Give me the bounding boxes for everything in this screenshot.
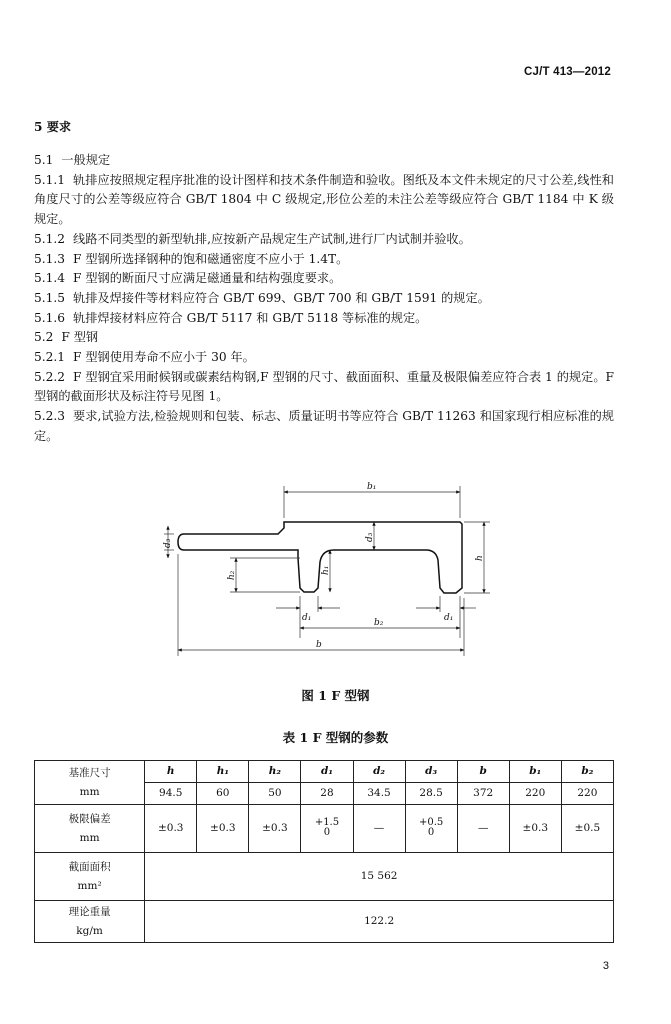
weight-value-cell: 122.2	[145, 901, 614, 943]
clause-text: 轨排及焊接件等材料应符合 GB/T 699、GB/T 700 和 GB/T 1591 的规定。	[73, 290, 490, 305]
value-cell: 94.5	[145, 783, 197, 805]
value-cell-d3-tolerance	[405, 805, 457, 853]
table-header-row	[35, 761, 614, 783]
label-b1: b₁	[367, 482, 377, 492]
clause-number: 5.1.4	[34, 271, 66, 286]
value-cell-d1-tolerance	[301, 805, 353, 853]
clause-text: 轨排应按照规定程序批准的设计图样和技术条件制造和验收。图纸及本文件未规定的尺寸公差,线性和角度尺寸的公差等级应符合 GB/T 1804 中 C 级规定,形位公差的未注公差等级应符合 GB/T 1184 中 K 级规定。	[34, 172, 614, 227]
clause-5-2-3	[34, 407, 614, 446]
label-d3-inner: d₃	[365, 532, 375, 542]
value-cell: ±0.3	[197, 805, 249, 853]
value-cell: ±0.3	[145, 805, 197, 853]
clause-text: F 型钢所选择钢种的饱和磁通密度不应小于 1.4T。	[73, 251, 349, 266]
basic-size-label-cell	[35, 761, 145, 805]
row-unit: mm²	[77, 879, 102, 892]
clause-5-1-4	[34, 269, 614, 289]
clause-text: 线路不同类型的新型轨排,应按新产品规定生产试制,进行厂内试制并验收。	[73, 231, 471, 246]
weight-label-cell	[35, 901, 145, 943]
clause-number: 5.2.2	[34, 369, 66, 384]
clause-number: 5.1.6	[34, 310, 66, 325]
clause-text: 一般规定	[61, 153, 111, 167]
page-number: 3	[602, 960, 609, 972]
header-cell: b	[457, 761, 509, 783]
clause-5-1	[34, 151, 614, 171]
value-cell: 220	[509, 783, 561, 805]
label-d3: d₃	[163, 538, 173, 548]
label-b: b	[316, 640, 322, 650]
row-unit: kg/m	[76, 924, 103, 937]
clause-number: 5.1.3	[34, 251, 66, 266]
label-d1-right: d₁	[444, 613, 454, 623]
figure-caption: 图 1 F 型钢	[301, 688, 370, 703]
area-label-cell	[35, 853, 145, 901]
clause-number: 5.1	[34, 153, 54, 167]
clause-5-1-2	[34, 230, 614, 250]
label-h2: h₂	[227, 570, 237, 580]
row-label: 截面面积	[68, 860, 111, 873]
value-cell: 220	[561, 783, 613, 805]
clause-number: 5.2.3	[34, 409, 66, 424]
area-row	[35, 853, 614, 901]
label-h: h	[475, 555, 485, 561]
clause-5-1-1	[34, 171, 614, 230]
row-label: 理论重量	[68, 905, 111, 918]
weight-row	[35, 901, 614, 943]
value-cell: ±0.3	[509, 805, 561, 853]
header-cell: h₂	[249, 761, 301, 783]
value-cell: 28	[301, 783, 353, 805]
value-cell: ±0.5	[561, 805, 613, 853]
value-cell: 50	[249, 783, 301, 805]
f-steel-cross-section-figure	[160, 478, 500, 660]
clause-5-2	[34, 328, 614, 348]
clause-text: 轨排焊接材料应符合 GB/T 5117 和 GB/T 5118 等标准的规定。	[73, 310, 428, 325]
label-d1-left: d₁	[302, 613, 312, 623]
clause-5-2-1	[34, 348, 614, 368]
tolerance-lower: 0	[323, 827, 331, 839]
value-cell: —	[353, 805, 405, 853]
area-value-cell: 15 562	[145, 853, 614, 901]
tolerance-upper: +1.5	[314, 817, 340, 829]
standard-code: CJ/T 413—2012	[524, 66, 611, 78]
clause-text: F 型钢的断面尺寸应满足磁通量和结构强度要求。	[73, 271, 342, 286]
body-text	[34, 118, 614, 447]
clause-text: 要求,试验方法,检验规则和包装、标志、质量证明书等应符合 GB/T 11263 和国家现行相应标准的规定。	[34, 409, 614, 443]
label-h1: h₁	[321, 565, 331, 575]
row-label: 极限偏差	[68, 812, 111, 825]
clause-number: 5.1.1	[34, 172, 66, 187]
value-cell: —	[457, 805, 509, 853]
header-cell: h₁	[197, 761, 249, 783]
value-cell: 28.5	[405, 783, 457, 805]
clause-number: 5.2.1	[34, 350, 66, 365]
clause-text: F 型钢宜采用耐候钢或碳素结构钢,F 型钢的尺寸、截面面积、重量及极限偏差应符合表 1 的规定。F 型钢的截面形状及标注符号见图 1。	[34, 369, 614, 404]
tolerance-label-cell	[35, 805, 145, 853]
clause-5-1-3	[34, 250, 614, 270]
header-cell: b₁	[509, 761, 561, 783]
row-label: 基准尺寸	[68, 766, 111, 779]
clause-number: 5.1.5	[34, 290, 66, 305]
header-cell: d₃	[405, 761, 457, 783]
tolerance-row	[35, 805, 614, 853]
row-unit: mm	[79, 785, 100, 798]
value-cell: 34.5	[353, 783, 405, 805]
clause-5-2-2	[34, 368, 614, 407]
value-cell: 60	[197, 783, 249, 805]
clause-5-1-5	[34, 289, 614, 309]
header-cell: d₂	[353, 761, 405, 783]
section-title: 5 要求	[34, 120, 72, 134]
clause-5-1-6	[34, 309, 614, 329]
value-cell: ±0.3	[249, 805, 301, 853]
tolerance-lower: 0	[427, 827, 435, 839]
clause-number: 5.2	[34, 330, 54, 345]
label-b2: b₂	[374, 618, 384, 628]
header-cell: h	[145, 761, 197, 783]
row-unit: mm	[79, 831, 100, 844]
table-caption: 表 1 F 型钢的参数	[282, 730, 389, 745]
header-cell: d₁	[301, 761, 353, 783]
clause-text: F 型钢使用寿命不应小于 30 年。	[73, 350, 255, 365]
clause-number: 5.1.2	[34, 231, 66, 246]
value-cell: 372	[457, 783, 509, 805]
f-steel-profile	[178, 522, 462, 593]
tolerance-upper: +0.5	[418, 817, 444, 829]
f-steel-parameter-table	[34, 760, 614, 943]
header-cell: b₂	[561, 761, 613, 783]
clause-text: F 型钢	[61, 330, 99, 345]
